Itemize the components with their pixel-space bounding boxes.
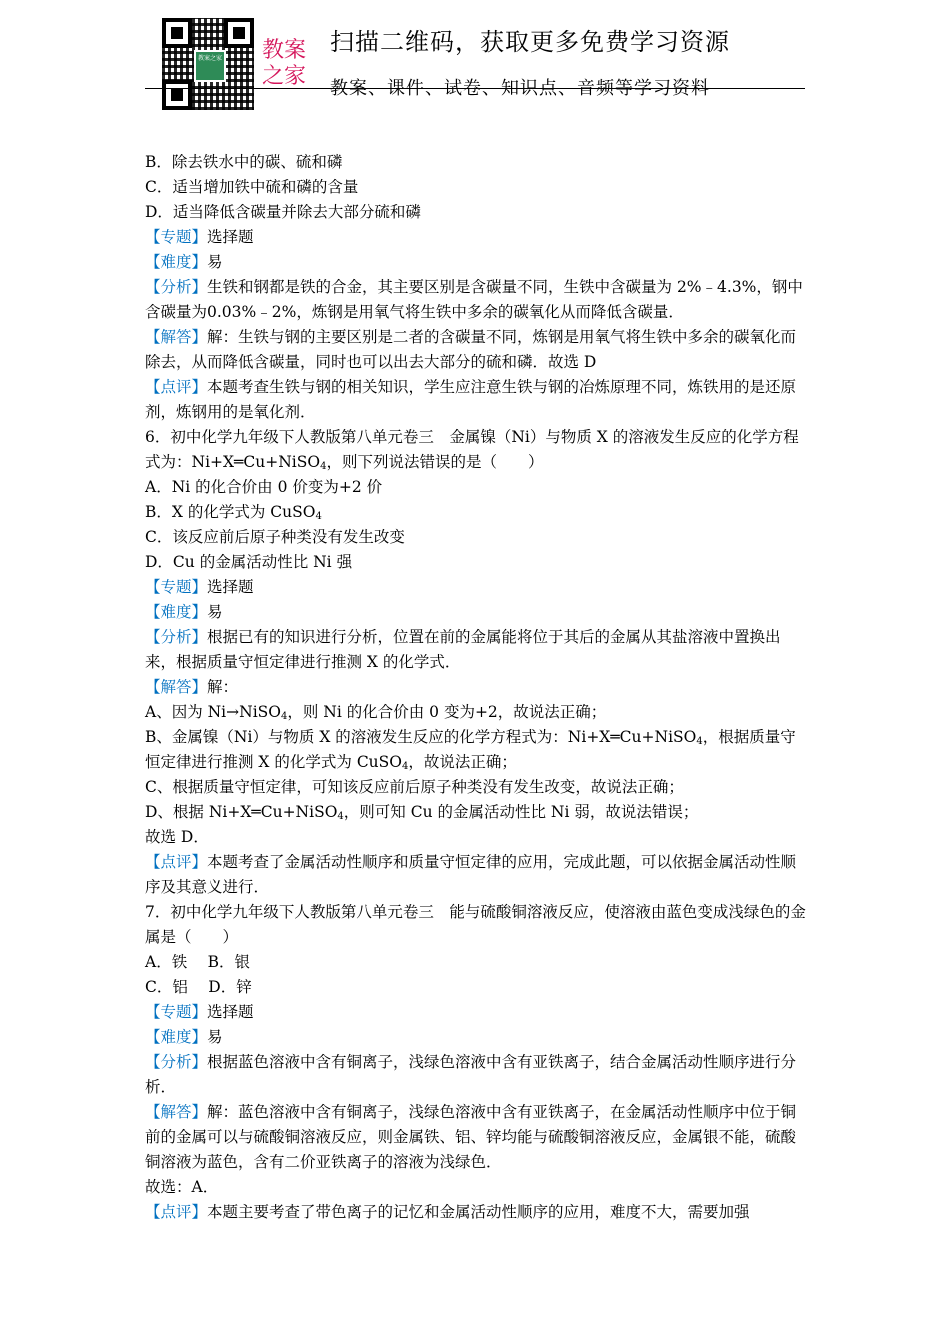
q6-stem	[145, 425, 810, 475]
q6-solution-line-a	[145, 700, 810, 725]
q5-topic	[145, 225, 810, 250]
header-slogan-main: 扫描二维码，获取更多免费学习资源	[330, 28, 730, 56]
logo-line-2: 之家	[262, 64, 307, 89]
q5-analysis-text: 生铁和钢都是铁的合金，其主要区别是含碳量不同，生铁中含碳量为 2%﹣4.3%，钢中含碳量为0.03%﹣2%，炼钢是用氧气将生铁中多余的碳氧化从而降低含碳量．	[145, 278, 803, 321]
tag-topic: 【专题】	[145, 1003, 208, 1021]
q6-comment-text: 本题考查了金属活动性顺序和质量守恒定律的应用，完成此题，可以依据金属活动性顺序及其意义进行．	[145, 853, 797, 896]
site-logo	[262, 38, 307, 89]
q6-line-b-part-3: ，故说法正确；	[408, 753, 517, 771]
q7-solution	[145, 1100, 810, 1175]
q7-analysis	[145, 1050, 810, 1100]
tag-solution: 【解答】	[145, 678, 208, 696]
subscript: 4	[320, 461, 327, 472]
q5-option-b: B．除去铁水中的碳、硫和磷	[145, 153, 343, 171]
q6-stem-part-2: ，则下列说法错误的是（ ）	[326, 453, 544, 471]
qr-finder-pattern	[224, 18, 254, 48]
q6-topic	[145, 575, 810, 600]
subscript: 4	[280, 711, 288, 722]
q6-difficulty-value: 易	[207, 603, 223, 621]
q5-option-d: D．适当降低含碳量并除去大部分硫和磷	[145, 203, 421, 221]
q5-solution-text: 解：生铁与钢的主要区别是二者的含碳量不同，炼钢是用氧气将生铁中多余的碳氧化而除去，从而降低含碳量，同时也可以出去大部分的硫和磷．故选 D	[145, 328, 797, 371]
subscript: 4	[315, 511, 322, 522]
header-slogan-sub: 教案、课件、试卷、知识点、音频等学习资料	[330, 78, 710, 99]
q6-option-b-text: B．X 的化学式为 CuSO	[145, 503, 316, 521]
tag-solution: 【解答】	[145, 1103, 208, 1121]
q7-difficulty-value: 易	[207, 1028, 223, 1046]
q7-options-ab: A．铁 B．银	[145, 953, 251, 971]
qr-center-logo: 教案之家	[194, 50, 226, 82]
q6-comment	[145, 850, 810, 900]
qr-code[interactable]	[162, 18, 254, 110]
q5-option-c: C．适当增加铁中硫和磷的含量	[145, 178, 359, 196]
tag-comment: 【点评】	[145, 1203, 208, 1221]
tag-comment: 【点评】	[145, 378, 208, 396]
q7-difficulty	[145, 1025, 810, 1050]
logo-line-1: 教案	[262, 38, 307, 63]
q7-comment-text: 本题主要考查了带色离子的记忆和金属活动性顺序的应用，难度不大，需要加强	[207, 1203, 750, 1221]
q6-solution-line-d	[145, 800, 810, 825]
subscript: 4	[696, 736, 703, 747]
q6-line-d-part-1: D、根据 Ni+X═Cu+NiSO	[145, 803, 338, 821]
q6-option-c: C．该反应前后原子种类没有发生改变	[145, 528, 405, 546]
subscript: 4	[402, 761, 409, 772]
q6-solution-line-c: C、根据质量守恒定律，可知该反应前后原子种类没有发生改变，故说法正确；	[145, 778, 684, 796]
q6-option-d: D．Cu 的金属活动性比 Ni 强	[145, 553, 353, 571]
q6-solution-text: 解：	[207, 678, 239, 696]
tag-difficulty: 【难度】	[145, 253, 208, 271]
q5-analysis	[145, 275, 810, 325]
document-body	[145, 150, 810, 1225]
q7-solution-text: 解：蓝色溶液中含有铜离子，浅绿色溶液中含有亚铁离子，在金属活动性顺序中位于铜前的金属可以与硫酸铜溶液反应，则金属铁、铝、锌均能与硫酸铜溶液反应，金属银不能，硫酸铜溶液为蓝色，含有二价亚铁离子的溶液为浅绿色．	[145, 1103, 797, 1171]
q5-solution	[145, 325, 810, 375]
tag-topic: 【专题】	[145, 578, 208, 596]
q6-line-b-part-2: ，根据质量守恒定律进行推测 X 的化学式为 CuSO	[145, 728, 796, 771]
q5-difficulty	[145, 250, 810, 275]
q5-comment	[145, 375, 810, 425]
q6-difficulty	[145, 600, 810, 625]
q6-solution-line-b	[145, 725, 810, 775]
q6-answer: 故选 D．	[145, 828, 209, 846]
q7-topic	[145, 1000, 810, 1025]
q6-line-a-part-2: ，则 Ni 的化合价由 0 变为+2，故说法正确；	[287, 703, 607, 721]
q6-topic-value: 选择题	[207, 578, 254, 596]
tag-analysis: 【分析】	[145, 278, 208, 296]
q6-analysis	[145, 625, 810, 675]
q7-answer: 故选：A．	[145, 1178, 219, 1196]
q6-line-a-part-1: A、因为 Ni→NiSO	[145, 703, 281, 721]
q6-line-d-part-2: ，则可知 Cu 的金属活动性比 Ni 弱，故说法错误；	[343, 803, 699, 821]
qr-finder-pattern	[162, 18, 192, 48]
tag-topic: 【专题】	[145, 228, 208, 246]
q5-topic-value: 选择题	[207, 228, 254, 246]
page-header	[0, 0, 950, 115]
q7-comment	[145, 1200, 810, 1225]
qr-finder-pattern	[162, 80, 192, 110]
q7-stem: 7．初中化学九年级下人教版第八单元卷三 能与硫酸铜溶液反应，使溶液由蓝色变成浅绿色的金属是（ ）	[145, 903, 806, 946]
tag-difficulty: 【难度】	[145, 603, 208, 621]
q5-difficulty-value: 易	[207, 253, 223, 271]
q6-stem-part-1: 6．初中化学九年级下人教版第八单元卷三 金属镍（Ni）与物质 X 的溶液发生反应的化学方程式为：Ni+X═Cu+NiSO	[145, 428, 799, 471]
tag-analysis: 【分析】	[145, 1053, 208, 1071]
tag-solution: 【解答】	[145, 328, 208, 346]
q6-analysis-text: 根据已有的知识进行分析，位置在前的金属能将位于其后的金属从其盐溶液中置换出来，根据质量守恒定律进行推测 X 的化学式．	[145, 628, 781, 671]
tag-difficulty: 【难度】	[145, 1028, 208, 1046]
q5-comment-text: 本题考查生铁与钢的相关知识，学生应注意生铁与钢的冶炼原理不同，炼铁用的是还原剂，炼钢用的是氧化剂．	[145, 378, 797, 421]
q6-line-b-part-1: B、金属镍（Ni）与物质 X 的溶液发生反应的化学方程式为：Ni+X═Cu+NiSO	[145, 728, 697, 746]
q6-option-b	[145, 500, 810, 525]
q7-analysis-text: 根据蓝色溶液中含有铜离子，浅绿色溶液中含有亚铁离子，结合金属活动性顺序进行分析．	[145, 1053, 797, 1096]
q6-solution	[145, 675, 810, 700]
q7-options-cd: C．铝 D．锌	[145, 978, 252, 996]
tag-comment: 【点评】	[145, 853, 208, 871]
tag-analysis: 【分析】	[145, 628, 208, 646]
q7-topic-value: 选择题	[207, 1003, 254, 1021]
q6-option-a: A．Ni 的化合价由 0 价变为+2 价	[145, 478, 383, 496]
subscript: 4	[337, 811, 344, 822]
